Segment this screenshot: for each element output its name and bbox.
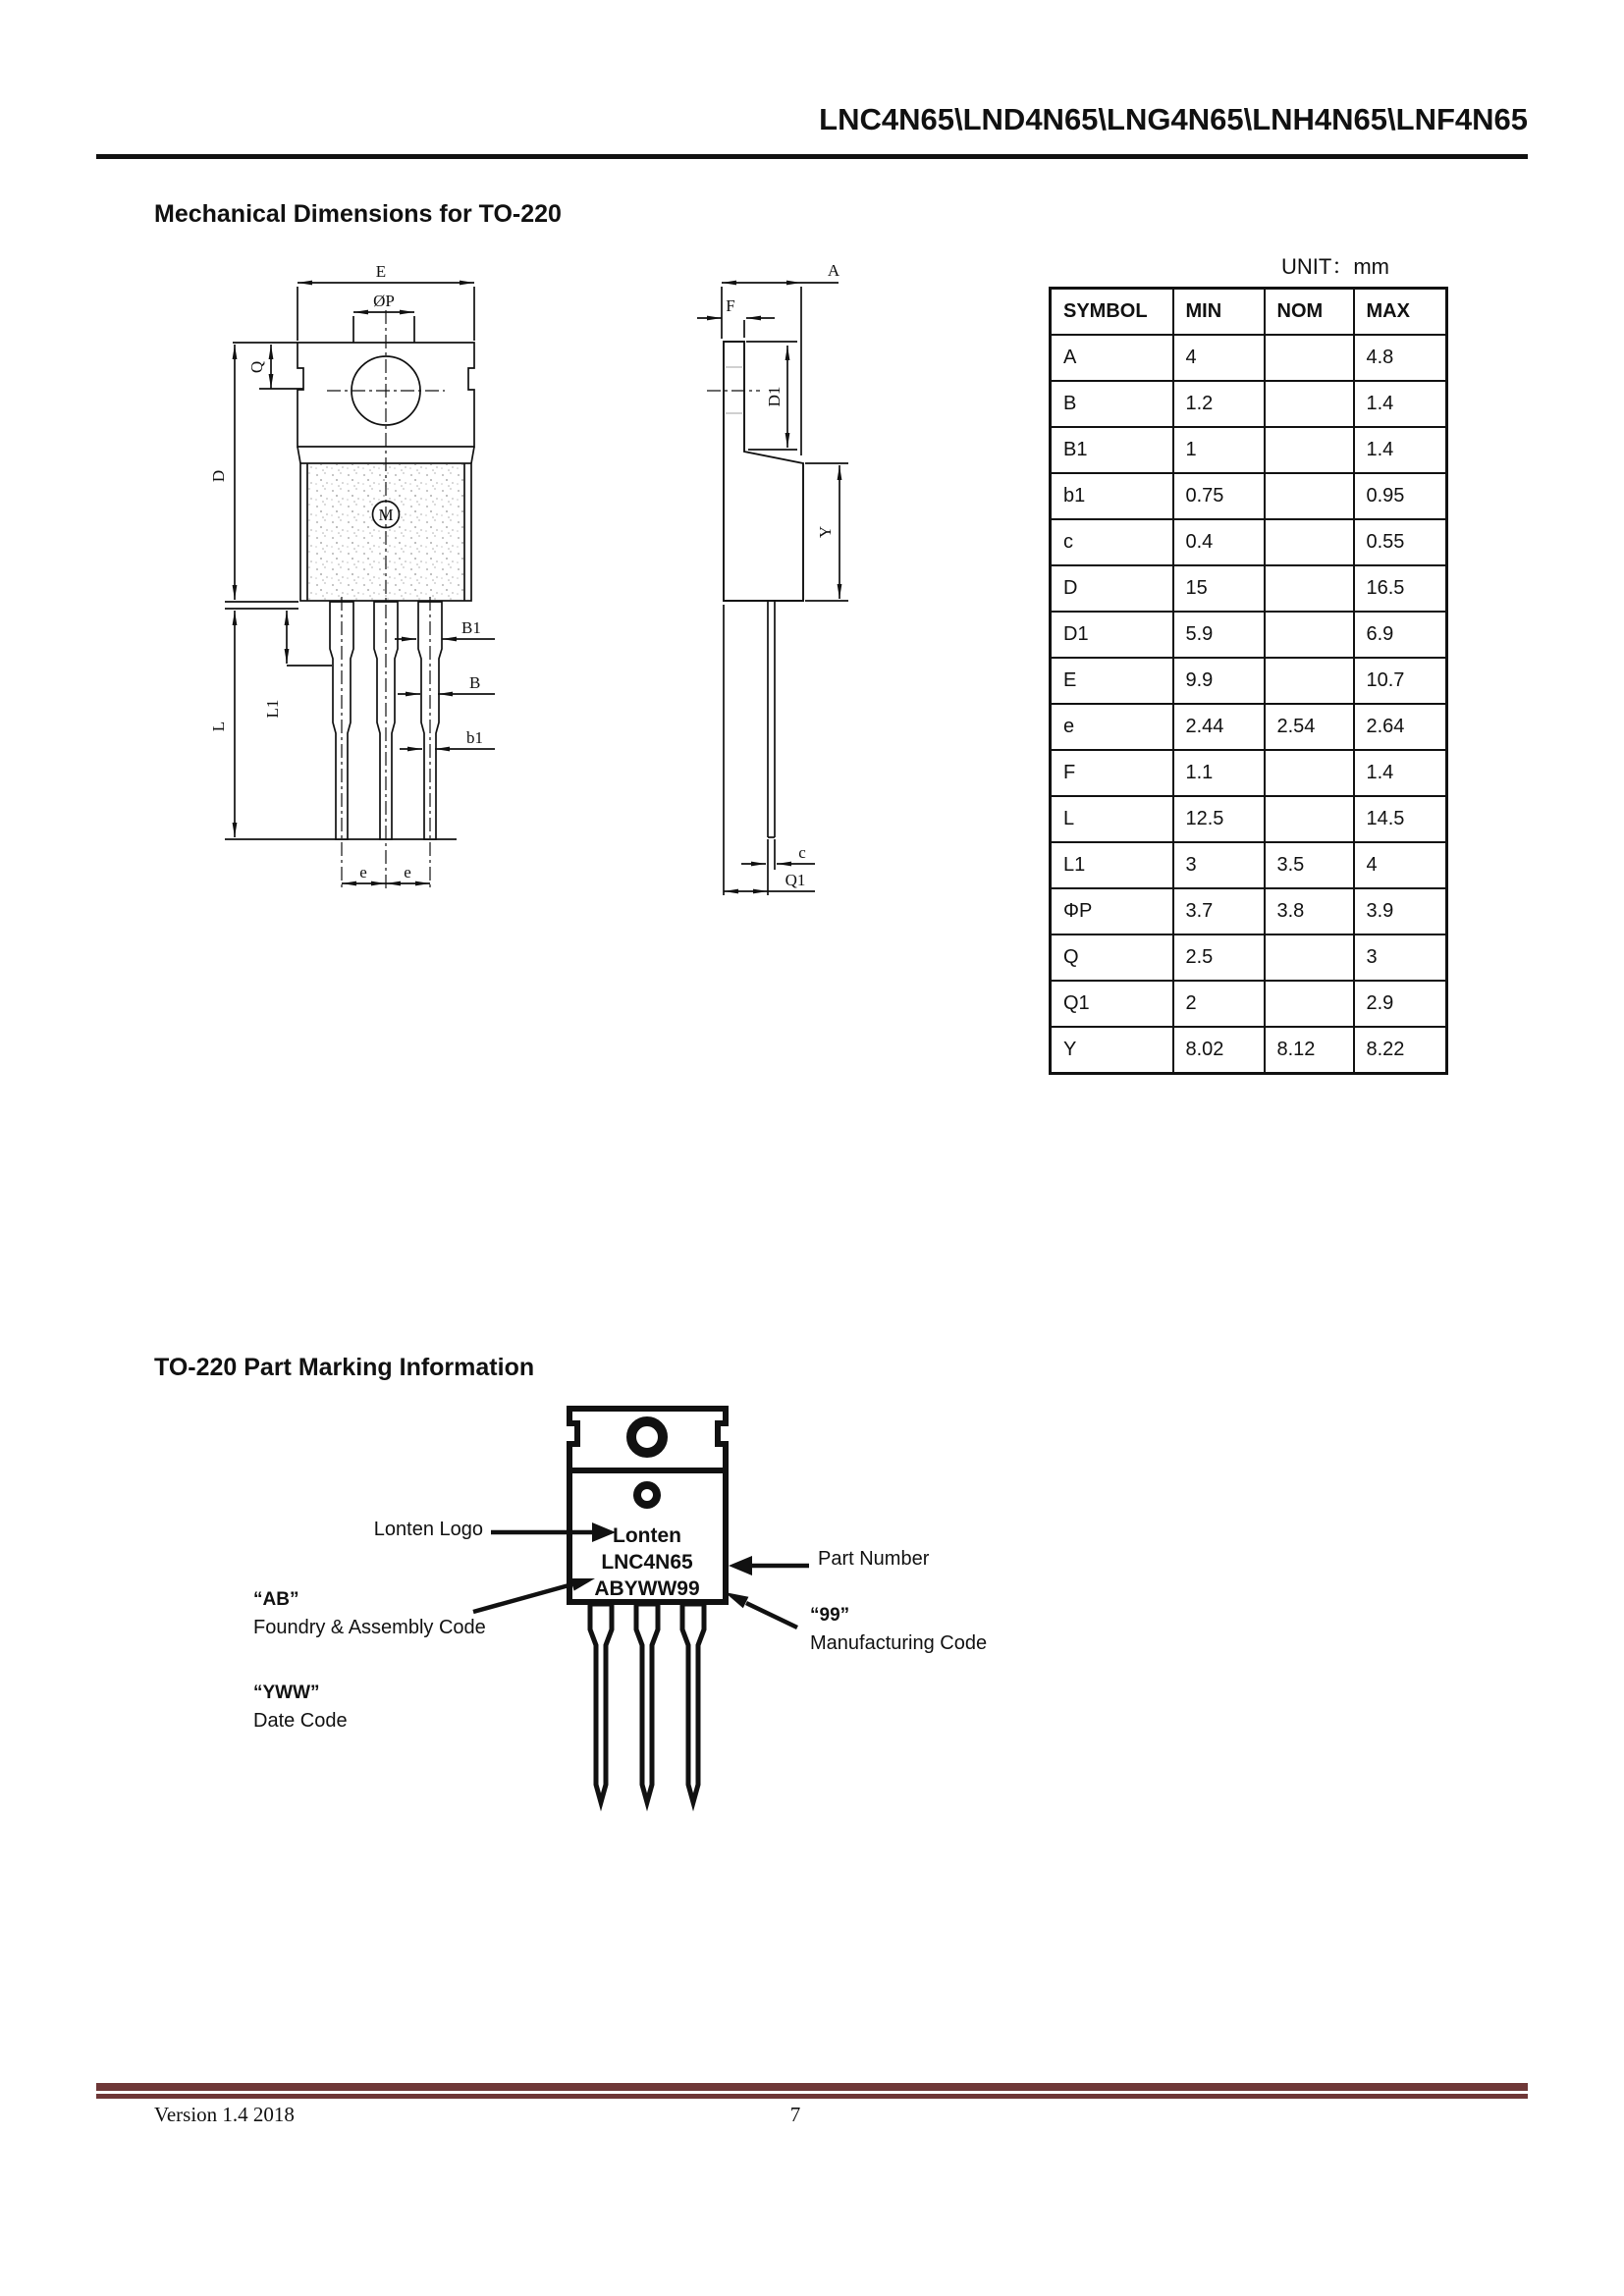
table-row bbox=[1051, 1027, 1447, 1074]
part-number-arrowhead-icon bbox=[729, 1556, 752, 1575]
dim-label-b1: b1 bbox=[466, 728, 483, 747]
table-cell: 2.44 bbox=[1173, 704, 1265, 750]
table-cell: 3.7 bbox=[1173, 888, 1265, 934]
side-view-drawing bbox=[697, 283, 848, 895]
table-cell: Y bbox=[1051, 1027, 1173, 1074]
table-row bbox=[1051, 796, 1447, 842]
table-header-min: MIN bbox=[1173, 289, 1265, 336]
dim-label-Q1: Q1 bbox=[785, 871, 806, 889]
table-cell: 1.4 bbox=[1354, 381, 1447, 427]
table-cell: 2.64 bbox=[1354, 704, 1447, 750]
table-row bbox=[1051, 704, 1447, 750]
part-number-label: Part Number bbox=[818, 1548, 930, 1570]
mechanical-dimensions-heading: Mechanical Dimensions for TO-220 bbox=[154, 200, 562, 228]
table-cell: e bbox=[1051, 704, 1173, 750]
table-cell: 16.5 bbox=[1354, 565, 1447, 612]
dim-label-F: F bbox=[726, 296, 735, 315]
table-cell: 3.9 bbox=[1354, 888, 1447, 934]
dim-label-B1: B1 bbox=[461, 618, 481, 637]
table-cell: 12.5 bbox=[1173, 796, 1265, 842]
footer-version: Version 1.4 2018 bbox=[154, 2103, 295, 2126]
table-cell: 1.4 bbox=[1354, 750, 1447, 796]
table-cell bbox=[1265, 519, 1354, 565]
table-cell: 2.54 bbox=[1265, 704, 1354, 750]
table-cell: 3 bbox=[1173, 842, 1265, 888]
table-cell: 8.22 bbox=[1354, 1027, 1447, 1074]
table-header-nom: NOM bbox=[1265, 289, 1354, 336]
table-row bbox=[1051, 750, 1447, 796]
table-row bbox=[1051, 888, 1447, 934]
marking-line-logo: Lonten bbox=[613, 1524, 681, 1547]
table-cell bbox=[1265, 658, 1354, 704]
table-cell: c bbox=[1051, 519, 1173, 565]
header-rule bbox=[96, 154, 1528, 159]
table-cell: 0.4 bbox=[1173, 519, 1265, 565]
table-row bbox=[1051, 981, 1447, 1027]
table-cell bbox=[1265, 612, 1354, 658]
table-cell: 1.4 bbox=[1354, 427, 1447, 473]
date-code-label: “YWW” bbox=[253, 1682, 320, 1703]
table-header-max: MAX bbox=[1354, 289, 1447, 336]
table-cell: L1 bbox=[1051, 842, 1173, 888]
table-cell bbox=[1265, 427, 1354, 473]
dim-label-A: A bbox=[827, 261, 840, 280]
unit-label: UNIT：mm bbox=[1281, 254, 1389, 279]
table-cell: 14.5 bbox=[1354, 796, 1447, 842]
marking-line-part-number: LNC4N65 bbox=[601, 1551, 693, 1574]
table-cell: 3 bbox=[1354, 934, 1447, 981]
table-row bbox=[1051, 934, 1447, 981]
table-cell: D1 bbox=[1051, 612, 1173, 658]
table-cell bbox=[1265, 750, 1354, 796]
table-row bbox=[1051, 519, 1447, 565]
table-cell: L bbox=[1051, 796, 1173, 842]
table-cell: 8.02 bbox=[1173, 1027, 1265, 1074]
lonten-logo-label: Lonten Logo bbox=[373, 1519, 483, 1540]
dim-label-D: D bbox=[209, 469, 228, 483]
table-cell: D bbox=[1051, 565, 1173, 612]
footer-page-number: 7 bbox=[789, 2103, 801, 2126]
dim-label-Q: Q bbox=[247, 360, 266, 374]
table-cell: 9.9 bbox=[1173, 658, 1265, 704]
table-cell: 8.12 bbox=[1265, 1027, 1354, 1074]
date-code-desc: Date Code bbox=[253, 1710, 348, 1732]
dimensions-table bbox=[1049, 287, 1448, 1075]
dim-label-L: L bbox=[209, 721, 228, 732]
foundry-code-desc: Foundry & Assembly Code bbox=[253, 1617, 486, 1638]
table-cell: 2 bbox=[1173, 981, 1265, 1027]
foundry-code-label: “AB” bbox=[253, 1589, 299, 1610]
page-title: LNC4N65\LND4N65\LNG4N65\LNH4N65\LNF4N65 bbox=[819, 102, 1528, 136]
m-logo-glyph: M bbox=[378, 506, 394, 524]
table-cell: 10.7 bbox=[1354, 658, 1447, 704]
table-header-symbol: SYMBOL bbox=[1051, 289, 1173, 336]
dim-label-e1: e bbox=[359, 863, 367, 881]
dim-label-E: E bbox=[375, 262, 387, 281]
dim-label-e2: e bbox=[404, 863, 411, 881]
table-cell bbox=[1265, 796, 1354, 842]
table-cell bbox=[1265, 565, 1354, 612]
package-outline-drawing bbox=[147, 245, 893, 923]
table-row bbox=[1051, 427, 1447, 473]
table-cell: 1 bbox=[1173, 427, 1265, 473]
table-row bbox=[1051, 658, 1447, 704]
manufacturing-code-label: “99” bbox=[810, 1605, 850, 1626]
table-cell: B bbox=[1051, 381, 1173, 427]
table-row bbox=[1051, 565, 1447, 612]
dim-label-phiP: ØP bbox=[373, 292, 395, 310]
table-cell: 4 bbox=[1173, 335, 1265, 381]
footer-rule-bottom bbox=[96, 2094, 1528, 2099]
part-marking-heading: TO-220 Part Marking Information bbox=[154, 1354, 535, 1381]
table-cell: E bbox=[1051, 658, 1173, 704]
dim-label-Y: Y bbox=[816, 525, 835, 539]
table-cell: 2.5 bbox=[1173, 934, 1265, 981]
dim-label-D1: D1 bbox=[765, 386, 784, 407]
table-cell: A bbox=[1051, 335, 1173, 381]
table-cell bbox=[1265, 473, 1354, 519]
table-row bbox=[1051, 842, 1447, 888]
marking-package-drawing bbox=[226, 1374, 1041, 1826]
table-row bbox=[1051, 335, 1447, 381]
table-cell bbox=[1265, 934, 1354, 981]
table-cell: B1 bbox=[1051, 427, 1173, 473]
marking-line-code: ABYWW99 bbox=[594, 1577, 700, 1600]
table-cell: 5.9 bbox=[1173, 612, 1265, 658]
table-cell: ΦP bbox=[1051, 888, 1173, 934]
table-cell: 4 bbox=[1354, 842, 1447, 888]
table-cell: Q1 bbox=[1051, 981, 1173, 1027]
table-cell: 6.9 bbox=[1354, 612, 1447, 658]
table-cell: 3.5 bbox=[1265, 842, 1354, 888]
table-cell: F bbox=[1051, 750, 1173, 796]
table-cell: Q bbox=[1051, 934, 1173, 981]
table-row bbox=[1051, 381, 1447, 427]
dim-label-c: c bbox=[798, 843, 806, 862]
table-cell bbox=[1265, 981, 1354, 1027]
table-cell: 0.75 bbox=[1173, 473, 1265, 519]
footer-rule-top bbox=[96, 2083, 1528, 2091]
dim-label-B: B bbox=[469, 673, 481, 692]
table-cell: 0.55 bbox=[1354, 519, 1447, 565]
table-cell: 4.8 bbox=[1354, 335, 1447, 381]
table-cell: 15 bbox=[1173, 565, 1265, 612]
table-cell: 1.2 bbox=[1173, 381, 1265, 427]
table-cell bbox=[1265, 335, 1354, 381]
table-cell bbox=[1265, 381, 1354, 427]
table-cell: 1.1 bbox=[1173, 750, 1265, 796]
table-cell: b1 bbox=[1051, 473, 1173, 519]
manufacturing-code-desc: Manufacturing Code bbox=[810, 1632, 988, 1654]
table-cell: 2.9 bbox=[1354, 981, 1447, 1027]
table-row bbox=[1051, 473, 1447, 519]
table-row bbox=[1051, 612, 1447, 658]
table-cell: 0.95 bbox=[1354, 473, 1447, 519]
table-cell: 3.8 bbox=[1265, 888, 1354, 934]
table-header-row bbox=[1051, 289, 1447, 336]
dim-label-L1: L1 bbox=[263, 699, 282, 719]
